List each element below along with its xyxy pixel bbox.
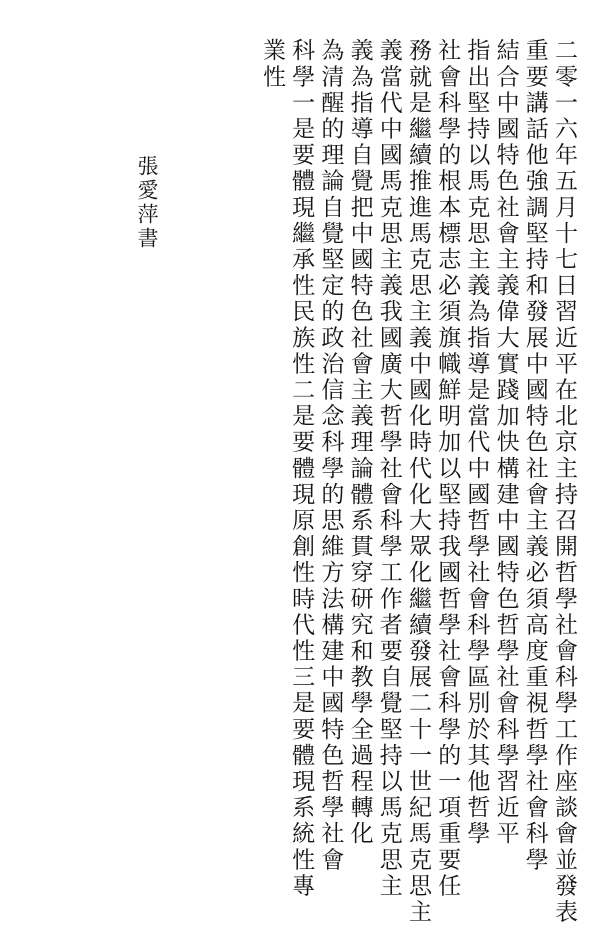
text-column-1: 二零一六年五月十七日習近平在北京主持召開哲學社會科學工作座談會並發表 bbox=[551, 38, 577, 925]
text-column-9: 為清醒的理論自覺堅定的政治信念科學的思維方法構建中國特色哲學社會 bbox=[317, 38, 344, 874]
text-column-5: 社會科學的根本標志必須旗幟鮮明加以堅持我國哲學社會科學的一項重要任 bbox=[434, 38, 461, 900]
text-column-3: 結合中國特色社會主義偉大實踐加快構建中國特色哲學社會科學習近平 bbox=[492, 38, 519, 848]
text-column-10: 科學一是要體現繼承性民族性二是要體現原創性時代性三是要體現系統性專 bbox=[288, 38, 315, 900]
signature: 張愛萍書 bbox=[135, 155, 159, 251]
text-column-6: 務就是繼續推進馬克思主義中國化時代化大眾化繼續發展二十一世紀馬克思主 bbox=[404, 38, 431, 925]
text-columns bbox=[257, 38, 578, 925]
signature-block bbox=[132, 155, 162, 251]
text-column-11: 業性 bbox=[258, 38, 285, 91]
text-column-7: 義當代中國馬克思主義我國廣大哲學社會科學工作者要自覺堅持以馬克思主 bbox=[375, 38, 402, 900]
text-column-4: 指出堅持以馬克思主義為指導是當代中國哲學社會科學區別於其他哲學 bbox=[463, 38, 490, 848]
text-column-2: 重要講話他強調堅持和發展中國特色社會主義必須高度重視哲學社會科學 bbox=[521, 38, 548, 874]
text-column-8: 義為指導自覺把中國特色社會主義理論體系貫穿研究和教學全過程轉化 bbox=[346, 38, 373, 848]
